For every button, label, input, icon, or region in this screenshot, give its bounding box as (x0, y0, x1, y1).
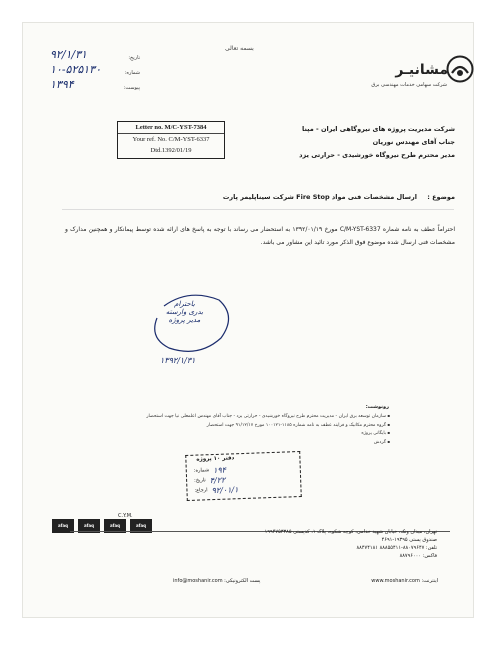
addressee-company: شرکت مدیریت پروژه های نیروگاهی ایران - مپنا (302, 125, 455, 133)
addressee-person: جناب آقای مهندس نوریان (372, 138, 455, 146)
number-row (50, 61, 140, 76)
cc-list (20, 412, 390, 446)
footer-address: تهران، میدان ونک، خیابان شهید خدامی، کوچه شکوه، پلاک ۱، کدپستی ۱۹۹۴۷۵۳۳۸۵ (264, 529, 437, 535)
subject-divider (62, 209, 454, 210)
cc-title: رونوشت: (365, 404, 389, 410)
your-reference: Your ref. No. C/M-YST-6337 (132, 136, 210, 143)
afaq-badge-icon: afaq (130, 519, 152, 533)
cc-item: ▪ بایگانی پروژه (20, 429, 390, 438)
company-logo-text: مشانیـر (395, 62, 448, 78)
body-paragraph: احتراماً عطف به نامه شماره C/M-YST-6337 مورخ ۱۳۹۲/۰۱/۱۹ به استحضار می رساند با توجه به پاسخ های ارائه شده توسط پیمانکار و همچنین مدارک و مشخصات فنی ارسال شده موضوع فوق الذکر مورد تائید این مشاور می باشد. (65, 226, 455, 246)
footer-web (173, 578, 438, 584)
attachment-row (50, 76, 140, 91)
footer-phone: تلفن: ۸۸۰۷۹۶۴۷-۸۸۸۵۵۴۱۱ ۸۸۴۷۴۱۸۱ (356, 545, 437, 551)
attachment-value: ۱۳۹۴ (50, 78, 74, 91)
cc-item: ▪ گروه محترم مکانیک و فرایند عطف به نامه شماره ۱۱۸۵-۱۰۰۱۲۱ مورخ ۹۱/۱۲/۱۷ جهت استحضار (20, 421, 390, 430)
date-label: تاریخ: (128, 55, 140, 61)
addressee-title: مدیر محترم طرح نیروگاه خورشیدی - حرارتی یزد (299, 151, 455, 159)
afaq-badge-icon: afaq (104, 519, 126, 533)
afaq-badge-icon: afaq (52, 519, 74, 533)
number-value: ۱۰-۵۲۵۱۳۰ (50, 63, 101, 76)
email-link[interactable]: info@moshanir.com (173, 578, 223, 584)
cc-item: ▪ سازمان توسعه برق ایران - مدیریت محترم طرح نیروگاه خورشیدی - حرارتی یزد - جناب آقای مهندس اعلمعلی نیا جهت استحضار (20, 412, 390, 421)
stamp-ref-label: ارجاع: (194, 487, 208, 494)
date-row (50, 46, 140, 61)
signature-block (152, 300, 217, 348)
stamp-title: دفتر ۱۰ پروژه (196, 455, 235, 463)
afaq-badge-icon: afaq (78, 519, 100, 533)
signature-name: بدری وارسته (165, 308, 204, 316)
website-label: اینترنت: (421, 578, 438, 584)
footer-po-box: صندوق پستی ۱۹۳۹۵-۴۶۹۱ (381, 537, 437, 543)
receipt-stamp (185, 451, 302, 501)
website-link[interactable]: www.moshanir.com (371, 578, 420, 584)
letter-meta (50, 46, 140, 91)
website-row (371, 578, 438, 584)
footer-contact (117, 528, 437, 560)
basmala: بسمه تعالی (225, 45, 254, 52)
email-row (173, 578, 260, 584)
cc-item: ▪ گردش (20, 438, 390, 447)
stamp-ref-value: ۹۲/۰۱/۱ (211, 485, 239, 496)
company-logo-icon (446, 55, 474, 83)
subject-label: موضوع : (427, 193, 455, 201)
stamp-date-label: تاریخ: (194, 477, 206, 484)
company-subtitle: شرکت سهامی خدمات مهندسی برق (371, 82, 447, 88)
addressee-block (225, 123, 455, 162)
cym-label: C.Y.M. (118, 513, 133, 519)
reference-box (117, 121, 225, 159)
signature-date: ۱۳۹۲/۱/۳۱ (160, 356, 196, 365)
email-label: پست الکترونیکی: (224, 578, 261, 584)
attachment-label: پیوست: (123, 85, 140, 91)
footer-fax: فاکس: ۸۸۷۹۶۰۰۰ (399, 553, 437, 559)
stamp-number-label: شماره: (193, 467, 210, 474)
signature-title: مدیر پروژه (168, 316, 201, 324)
letter-number: Letter no. M/C-YST-7384 (118, 122, 224, 134)
date-value: ۹۲/۱/۳۱ (50, 48, 87, 61)
stamp-number-value: ۱۹۴ (212, 465, 227, 476)
stamp-date-value: ۴/۲۲ (209, 475, 226, 486)
subject-line (223, 193, 455, 201)
reference-date: Dtd.1392/01/19 (150, 147, 192, 154)
signature-greeting: باحترام (174, 300, 195, 308)
number-label: شماره: (124, 70, 140, 76)
subject-text: ارسال مشخصات فنی مواد Fire Stop شرکت سیناپلیمر پارت (222, 193, 417, 201)
